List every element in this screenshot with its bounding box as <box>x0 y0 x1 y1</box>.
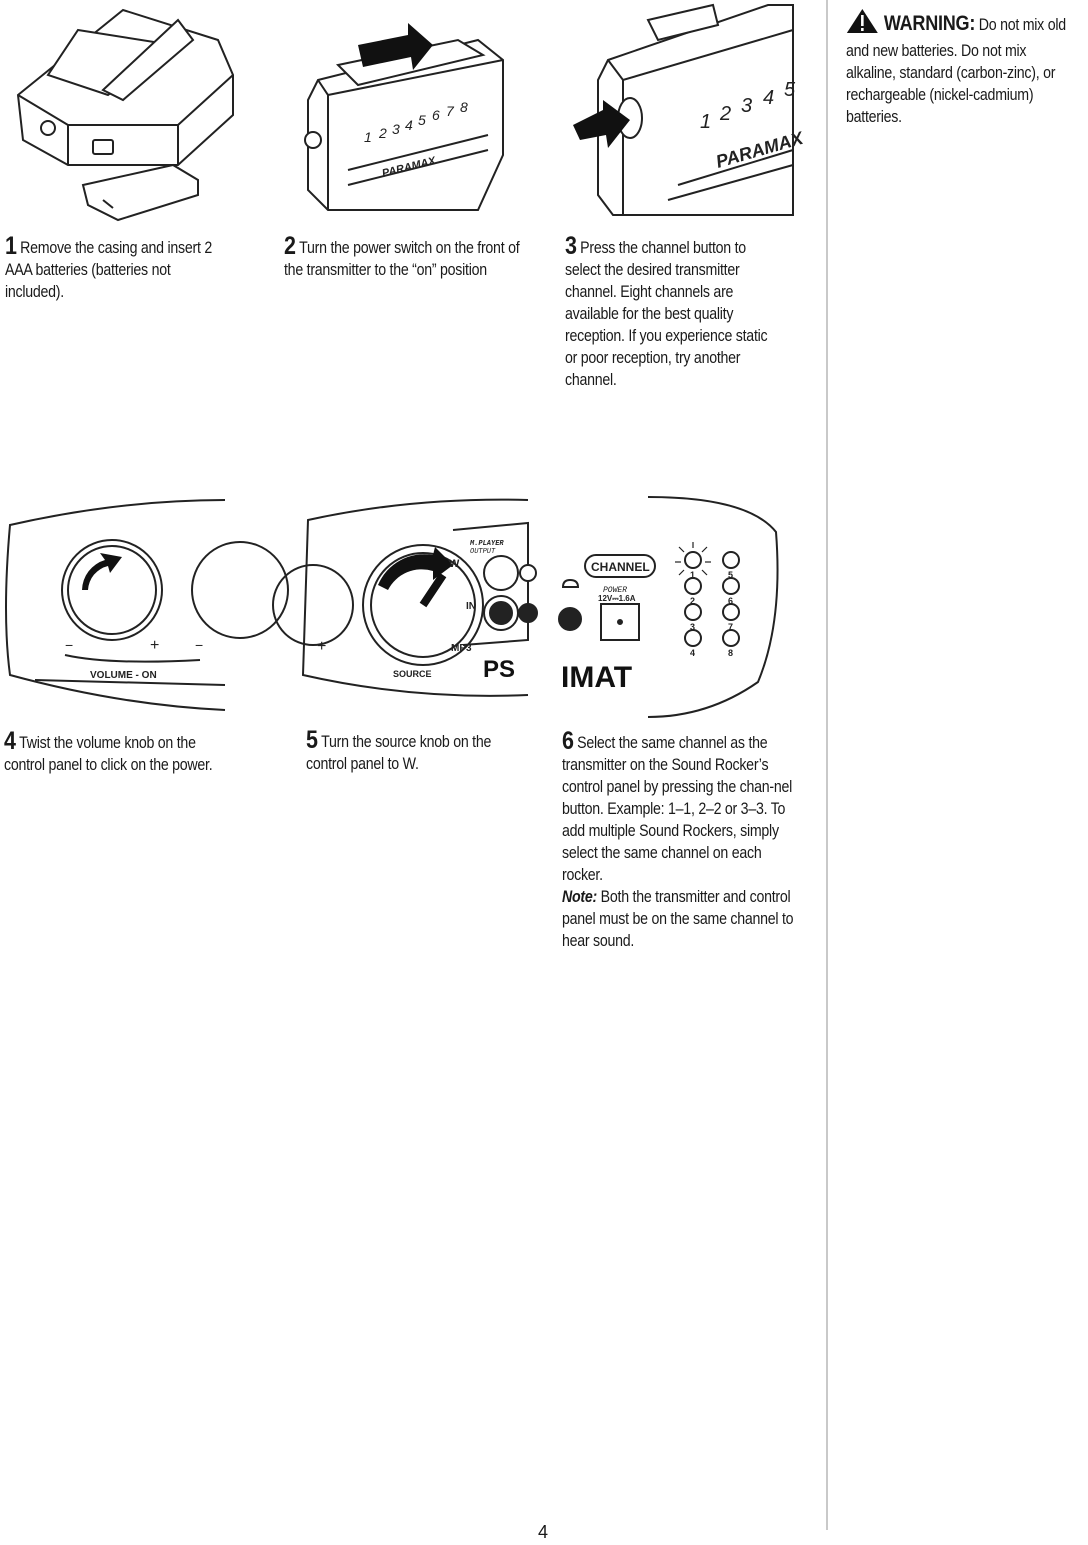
svg-text:5: 5 <box>728 570 734 580</box>
svg-text:1: 1 <box>700 111 712 133</box>
note-text: Both the transmitter and control panel must be on the same channel to hear sound. <box>562 888 794 950</box>
svg-text:VOLUME - ON: VOLUME - ON <box>90 670 157 681</box>
step-text: Turn the source knob on the control panel to W. <box>306 733 492 773</box>
svg-text:3: 3 <box>690 622 696 632</box>
step-2-illustration <box>288 5 528 220</box>
step-text: Press the channel button to select the desired transmitter channel. Eight channels are available for the best quality reception. If you experience static or poor reception, try another channel. <box>565 239 768 389</box>
step-number: 6 <box>562 727 574 755</box>
svg-text:IMAT: IMAT <box>561 661 633 694</box>
step-number: 4 <box>4 727 16 755</box>
step-text: Turn the power switch on the front of the transmitter to the “on” position <box>284 239 520 279</box>
step-text: Remove the casing and insert 2 AAA batteries (batteries not included). <box>5 239 212 301</box>
svg-text:5: 5 <box>418 112 426 128</box>
svg-text:6: 6 <box>432 107 440 123</box>
svg-text:4: 4 <box>763 87 775 109</box>
svg-text:8: 8 <box>460 99 468 115</box>
step-number: 5 <box>306 726 318 754</box>
svg-text:3: 3 <box>392 121 400 137</box>
column-divider <box>826 0 828 1530</box>
svg-text:OUTPUT: OUTPUT <box>470 548 496 556</box>
channel-number: 1 <box>364 129 372 145</box>
svg-text:8: 8 <box>728 648 734 658</box>
warning-box <box>846 8 1078 128</box>
step-1-illustration <box>8 0 238 225</box>
svg-text:7: 7 <box>728 622 734 632</box>
svg-text:2: 2 <box>690 596 696 606</box>
svg-text:1: 1 <box>690 570 696 580</box>
svg-text:4: 4 <box>405 117 413 133</box>
step-4 <box>4 727 223 776</box>
svg-text:6: 6 <box>728 596 734 606</box>
svg-text:SOURCE: SOURCE <box>393 669 432 679</box>
svg-text:PS: PS <box>483 656 516 683</box>
note-label: Note: <box>562 888 597 906</box>
svg-text:−: − <box>195 637 204 653</box>
svg-text:3: 3 <box>741 95 753 117</box>
warning-icon <box>846 8 879 40</box>
step-text: Select the same channel as the transmitter on the Sound Rocker’s control panel by pressing the chan-nel button. Example: 1–1, 2–2 or 3–3. To add multiple Sound Rockers, simply select the same channel on each rocker. <box>562 734 793 884</box>
svg-text:7: 7 <box>446 103 454 119</box>
svg-text:M.PLAYER: M.PLAYER <box>470 540 504 548</box>
step-6-illustration <box>558 492 783 722</box>
step-3 <box>565 232 780 391</box>
step-5 <box>306 726 530 775</box>
svg-text:+: + <box>150 637 160 654</box>
step-2 <box>284 232 525 281</box>
svg-text:−: − <box>65 637 74 653</box>
svg-text:CHANNEL: CHANNEL <box>591 560 650 574</box>
svg-text:4: 4 <box>690 648 696 658</box>
step-number: 1 <box>5 232 17 260</box>
step-number: 3 <box>565 232 577 260</box>
svg-text:PARAMAX: PARAMAX <box>713 127 806 172</box>
step-5-illustration <box>303 495 528 705</box>
step-4-illustration <box>0 495 225 715</box>
svg-text:W: W <box>449 558 460 570</box>
step-3-illustration <box>568 0 806 225</box>
svg-text:IN: IN <box>466 601 476 612</box>
svg-text:2: 2 <box>720 103 732 125</box>
svg-text:+: + <box>317 638 327 655</box>
warning-label: WARNING: <box>883 12 976 35</box>
warning-text: Do not mix old and new batteries. Do not mix alkaline, standard (carbon-zinc), or rechargeable (nickel-cadmium) batteries. <box>846 16 1066 126</box>
svg-text:2: 2 <box>379 125 387 141</box>
step-number: 2 <box>284 232 296 260</box>
svg-text:12V⎓1.6A: 12V⎓1.6A <box>598 594 636 603</box>
svg-text:PARAMAX: PARAMAX <box>380 155 437 180</box>
step-6 <box>562 727 803 952</box>
svg-text:MP3: MP3 <box>451 643 472 654</box>
page-number: 4 <box>538 1522 549 1542</box>
step-text: Twist the volume knob on the control panel to click on the power. <box>4 734 213 774</box>
step-1 <box>5 232 224 303</box>
svg-text:POWER: POWER <box>603 586 628 595</box>
svg-text:5: 5 <box>784 79 796 101</box>
